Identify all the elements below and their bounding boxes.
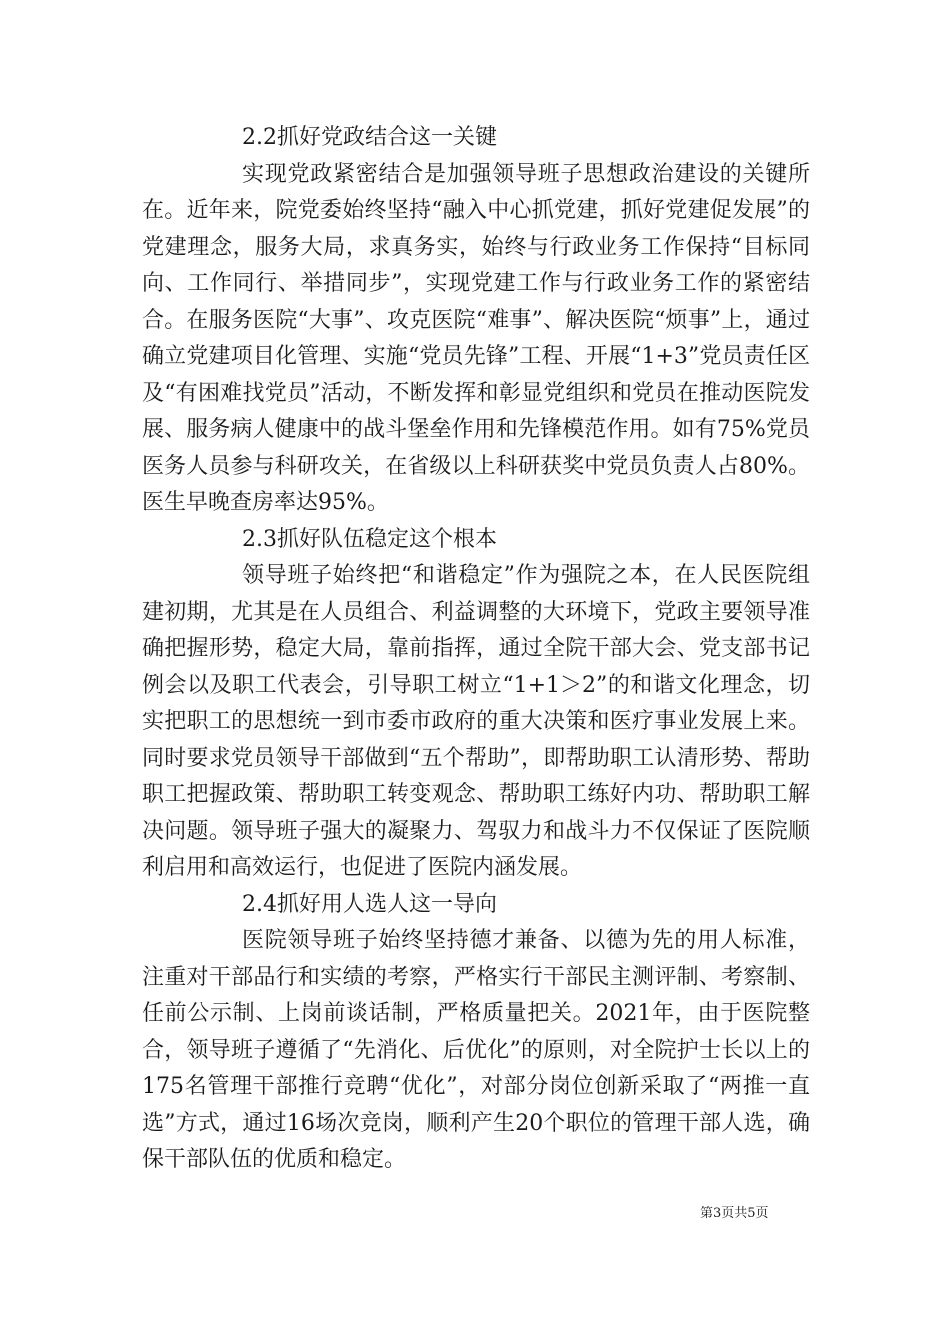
section-2-3 — [142, 522, 810, 887]
section-heading: 2.4抓好用人选人这一导向 — [242, 891, 497, 917]
section-paragraph: 领导班子始终把“和谐稳定”作为强院之本，在人民医院组建初期，尤其是在人员组合、利益调整的大环境下，党政主要领导准确把握形势，稳定大局，靠前指挥，通过全院干部大会、党支部书记例会以及职工代表会，引导职工树立“1+1＞2”的和谐文化理念，切实把职工的思想统一到市委市政府的重大决策和医疗事业发展上来。同时要求党员领导干部做到“五个帮助”，即帮助职工认清形势、帮助职工把握政策、帮助职工转变观念、帮助职工练好内功、帮助职工解决问题。领导班子强大的凝聚力、驾驭力和战斗力不仅保证了医院顺利启用和高效运行，也促进了医院内涵发展。 — [142, 563, 810, 880]
section-paragraph: 医院领导班子始终坚持德才兼备、以德为先的用人标准，注重对干部品行和实绩的考察，严格实行干部民主测评制、考察制、任前公示制、上岗前谈话制，严格质量把关。2021年，由于医院整合，领导班子遵循了“先消化、后优化”的原则，对全院护士长以上的175名管理干部推行竞聘“优化”，对部分岗位创新采取了“两推一直选”方式，通过16场次竞岗，顺利产生20个职位的管理干部人选，确保干部队伍的优质和稳定。 — [142, 928, 810, 1172]
section-heading: 2.2抓好党政结合这一关键 — [242, 125, 497, 150]
document-body — [142, 120, 810, 1179]
section-heading: 2.3抓好队伍稳定这个根本 — [242, 526, 497, 552]
section-2-2 — [142, 120, 810, 522]
page-number: 第3页共5页 — [700, 1206, 769, 1221]
section-paragraph: 实现党政紧密结合是加强领导班子思想政治建设的关键所在。近年来，院党委始终坚持“融入中心抓党建，抓好党建促发展”的党建理念，服务大局，求真务实，始终与行政业务工作保持“目标同向、工作同行、举措同步”，实现党建工作与行政业务工作的紧密结合。在服务医院“大事”、攻克医院“难事”、解决医院“烦事”上，通过确立党建项目化管理、实施“党员先锋”工程、开展“1+3”党员责任区及“有困难找党员”活动，不断发挥和彰显党组织和党员在推动医院发展、服务病人健康中的战斗堡垒作用和先锋模范作用。如有75%党员医务人员参与科研攻关，在省级以上科研获奖中党员负责人占80%。医生早晚查房率达95%。 — [142, 161, 810, 515]
section-2-4 — [142, 887, 810, 1179]
